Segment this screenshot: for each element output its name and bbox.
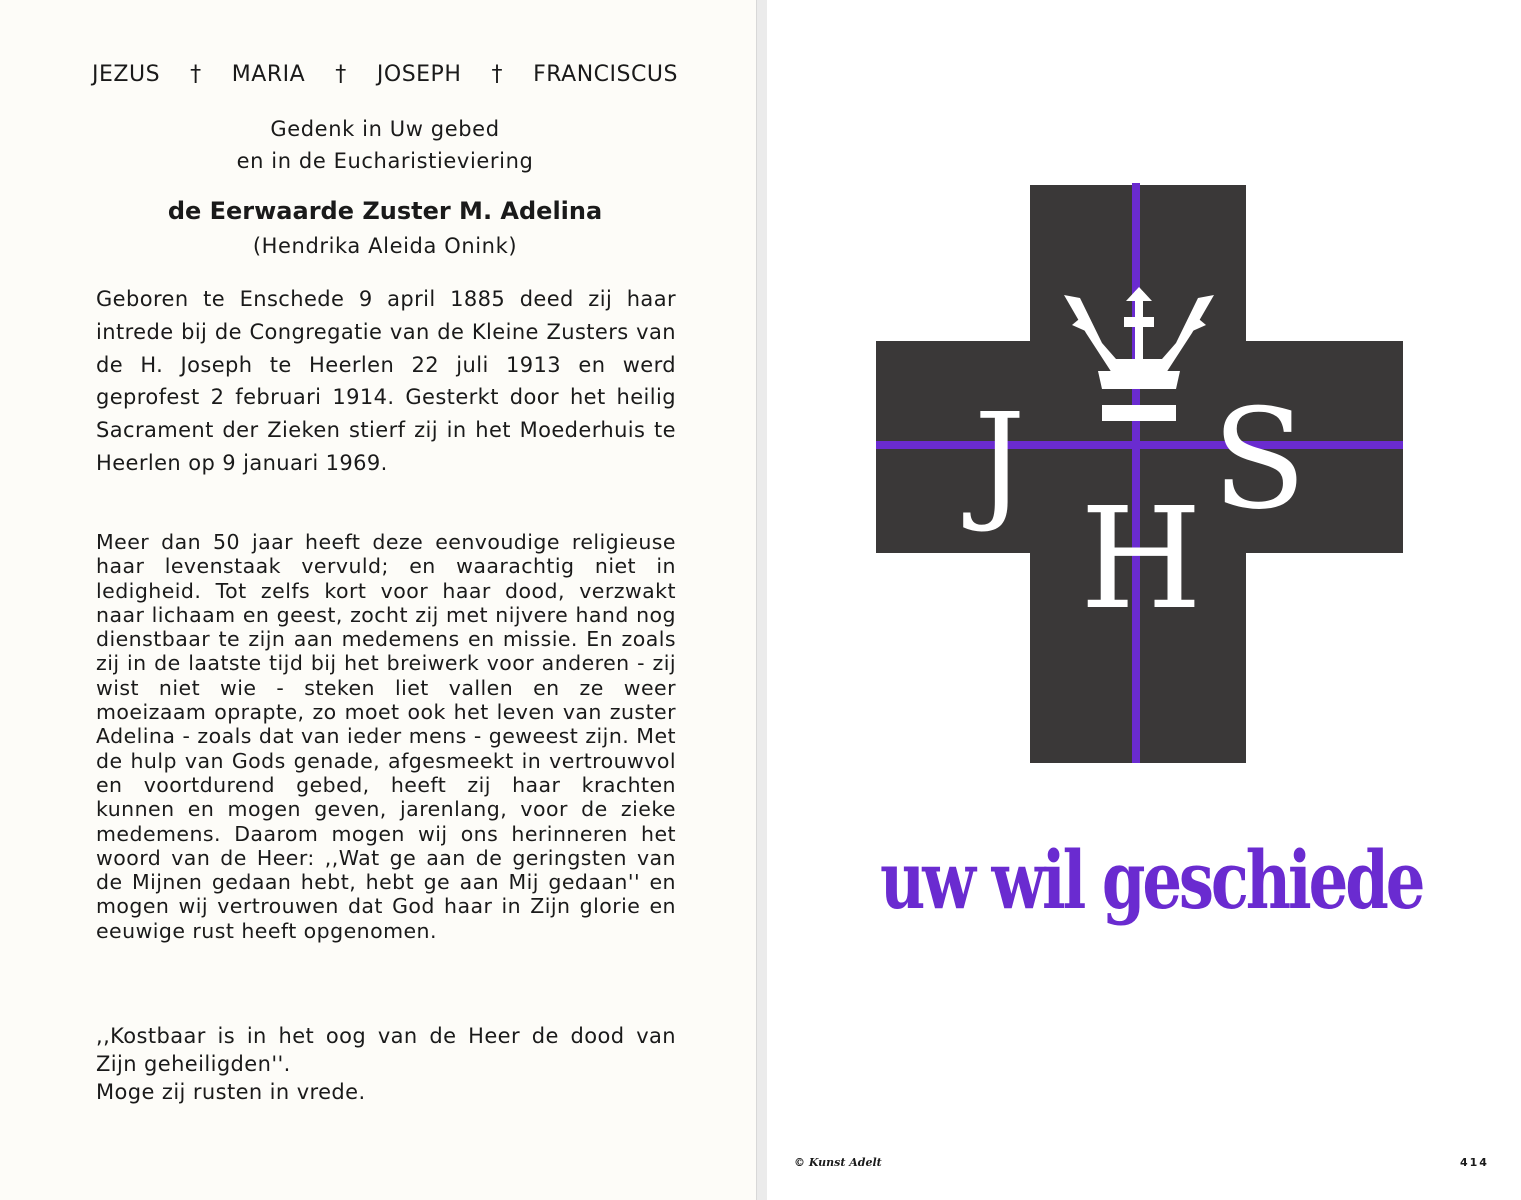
deceased-name: de Eerwaarde Zuster M. Adelina xyxy=(167,197,603,225)
intro-line: en in de Eucharistieviering xyxy=(236,149,534,173)
intro-text xyxy=(92,113,678,177)
card-divider xyxy=(757,0,767,1200)
header-word: MARIA xyxy=(231,62,306,87)
life-paragraph: Meer dan 50 jaar heeft deze eenvoudige religieuse haar levenstaak vervuld; en waarachtig niet in ledigheid. Tot zelfs kort voor haar dood, verzwakt naar lichaam en geest, zocht zij met nijvere hand nog dienstbaar te zijn aan medemens en missie. En zoals zij in de laatste tijd bij het breiwerk voor anderen - zij wist niet wie - steken liet vallen en ze weer moeizaam oprapte, zo moet ook het leven van zuster Adelina - zoals dat van ieder mens - geweest zijn. Met de hulp van Gods genade, afgesmeekt in vertrouwvol en voortdurend gebed, heeft zij haar krachten kunnen en mogen geven, jarenlang, voor de zieke medemens. Daarom mogen wij ons herinneren het woord van de Heer: ,,Wat ge aan de geringsten van de Mijnen gedaan hebt, hebt ge aan Mij gedaan'' en mogen wij vertrouwen dat God haar in Zijn glorie en eeuwige rust heeft opgenomen. xyxy=(96,530,676,943)
intro-line: Gedenk in Uw gebed xyxy=(270,117,500,141)
monogram-letter-h: H xyxy=(1080,478,1203,641)
cross-ihs-emblem xyxy=(876,183,1403,765)
accent-horizontal-line xyxy=(876,441,1403,449)
accent-vertical-line xyxy=(1132,183,1140,763)
publisher-credit: © Kunst Adelt xyxy=(794,1156,882,1169)
cross-symbol: † xyxy=(190,62,202,87)
birth-name: (Hendrika Aleida Onink) xyxy=(252,234,518,258)
header-word: FRANCISCUS xyxy=(533,62,678,87)
closing-prayer: Moge zij rusten in vrede. xyxy=(96,1080,366,1104)
scripture-quote: ,,Kostbaar is in het oog van de Heer de dood van Zijn geheiligden''. xyxy=(96,1024,676,1076)
biography-paragraph: Geboren te Enschede 9 april 1885 deed zij haar intrede bij de Congregatie van de Kleine Zusters van de H. Joseph te Heerlen 22 juli 1913 en werd geprofest 2 februari 1914. Gesterkt door het heilig Sacrament der Zieken stierf zij in het Moederhuis te Heerlen op 9 januari 1969. xyxy=(96,287,676,475)
header-word: JOSEPH xyxy=(376,62,462,87)
monogram-letter-s: S xyxy=(1212,379,1307,540)
cross-symbol: † xyxy=(335,62,347,87)
cross-symbol: † xyxy=(491,62,503,87)
motto-text: uw wil geschiede xyxy=(880,833,1423,927)
header-names xyxy=(92,62,678,87)
card-number: 414 xyxy=(1460,1156,1489,1169)
header-word: JEZUS xyxy=(92,62,161,87)
monogram-letter-j: J xyxy=(974,387,1026,536)
memorial-card-text-side xyxy=(0,0,757,1200)
